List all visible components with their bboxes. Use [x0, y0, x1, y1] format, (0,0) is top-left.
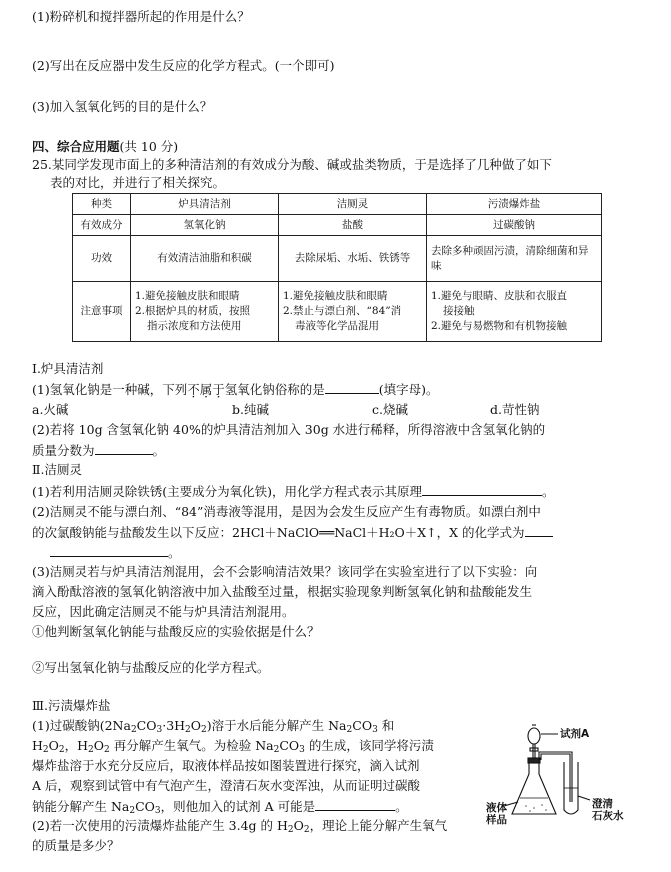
- part1-title: Ⅰ.炉具清洁剂: [32, 361, 104, 376]
- note-line: 毒液等化学品混用: [295, 320, 379, 332]
- part2-question3-sub2: ②写出氢氧化钠与盐酸反应的化学方程式。: [32, 660, 270, 675]
- note-line: 2.避免与易燃物和有机物接触: [431, 320, 568, 332]
- option-a: a.火碱: [32, 402, 69, 417]
- answer-blank[interactable]: [325, 380, 379, 394]
- answer-blank[interactable]: [315, 797, 395, 811]
- label-limewater-2: 石灰水: [592, 810, 624, 822]
- part1-question1: (1)氢氧化钠是一种碱，下列不属于氢氧化钠俗称的是 (填字母)。: [32, 382, 439, 397]
- part1-question2-line2: 质量分数为 。: [32, 443, 166, 458]
- table-cell: [279, 282, 427, 342]
- part3-question1-line3: 爆炸盐溶于水充分反应后，取液体样品按如图装置进行探究，滴入试剂: [32, 758, 420, 773]
- answer-blank[interactable]: [422, 482, 542, 496]
- note-line: 2.根据炉具的材质，按照: [135, 305, 251, 317]
- equals-sign: ══: [319, 525, 335, 540]
- table-header-cell: 洁厕灵: [279, 194, 427, 215]
- table-cell: 去除尿垢、水垢、铁锈等: [279, 236, 427, 282]
- table-cell: [427, 282, 602, 342]
- answer-blank[interactable]: [95, 441, 153, 455]
- part2-question3-line1: (3)洁厕灵若与炉具清洁剂混用，会不会影响清洁效果？该同学在实验室进行了以下实验：向: [32, 564, 538, 579]
- part2-question2-line2: 的次氯酸钠能与盐酸发生以下反应：2HCl＋NaClO══NaCl＋H₂O＋X↑，X 的化学式为: [32, 523, 553, 542]
- part1-question2-line1: (2)若将 10g 含氢氧化钠 40%的炉具清洁剂加入 30g 水进行稀释，所得溶液中含氢氧化钠的: [32, 422, 546, 437]
- table-row-notes: [73, 282, 602, 342]
- cleaner-comparison-table: [72, 193, 602, 342]
- table-row-label: 有效成分: [73, 215, 131, 236]
- note-line: 2.禁止与漂白剂、“84”消: [283, 305, 402, 317]
- part2-question3-sub1: ①他判断氢氧化钠能与盐酸反应的实验依据是什么？: [32, 624, 320, 639]
- part2-question1: (1)若利用洁厕灵除铁锈(主要成分为氧化铁)，用化学方程式表示其原理 。: [32, 484, 555, 499]
- table-cell: 盐酸: [279, 215, 427, 236]
- table-row-label: 注意事项: [73, 282, 131, 342]
- question-1-sub1: (1)粉碎机和搅拌器所起的作用是什么？: [32, 9, 250, 24]
- question-1-sub2: (2)写出在反应器中发生反应的化学方程式。(一个即可): [32, 58, 335, 73]
- table-cell: [131, 282, 279, 342]
- table-row-label: 功效: [73, 236, 131, 282]
- table-row-function: [73, 236, 602, 282]
- table-header-cell: 种类: [73, 194, 131, 215]
- part2-question2-line1: (2)洁厕灵不能与漂白剂、“84”消毒液等混用，是因为会发生反应产生有毒物质。如漂白剂中: [32, 504, 541, 519]
- part3-question1-line5: 钠能分解产生 $Na_2CO_3$，则他加入的试剂 A 可能是 。: [32, 799, 408, 816]
- answer-blank[interactable]: [525, 523, 553, 537]
- answer-blank[interactable]: [50, 543, 168, 557]
- part3-title: Ⅲ.污渍爆炸盐: [32, 698, 111, 713]
- part2-question3-line3: 反应，因此确定洁厕灵不能与炉具清洁剂混用。: [32, 604, 295, 619]
- option-d: d.苛性钠: [490, 402, 540, 417]
- label-liquid-sample-2: 样品: [486, 814, 507, 826]
- label-liquid-sample-1: 液体: [486, 802, 507, 814]
- label-reagent-a: 试剂A: [560, 728, 590, 740]
- section-heading: 四、综合应用题(共 10 分): [32, 139, 179, 154]
- part2-question2-line3: 。: [50, 543, 181, 562]
- section-score: (共 10 分): [119, 139, 179, 154]
- part3-question2-line1: (2)若一次使用的污渍爆炸盐能产生 3.4g 的 $H_2O_2$，理论上能分解产生氧气: [32, 818, 448, 835]
- table-cell: 去除多种顽固污渍，清除细菌和异味: [427, 236, 602, 282]
- q25-intro-line2: 表的对比，并进行了相关探究。: [50, 175, 226, 190]
- table-header-row: [73, 194, 602, 215]
- part3-question1-line1: (1)过碳酸钠$(2Na_2CO_3\cdot 3H_2O_2)$溶于水后能分解产生 $Na_2CO_3$ 和: [32, 718, 395, 735]
- apparatus-figure: [486, 722, 662, 824]
- part2-question3-line2: 滴入酚酞溶液的氢氧化钠溶液中加入盐酸至过量，根据实验现象判断氢氧化钠和盐酸能发生: [32, 584, 533, 599]
- note-line: 1.避免接触皮肤和眼睛: [135, 290, 240, 302]
- label-limewater-1: 澄清: [592, 798, 613, 810]
- table-header-cell: 炉具清洁剂: [131, 194, 279, 215]
- part3-question1-line4: A 后，观察到试管中有气泡产生，澄清石灰水变浑浊，从而证明过碳酸: [32, 778, 421, 793]
- option-c: c.烧碱: [372, 402, 408, 417]
- question-1-sub3: (3)加入氢氧化钙的目的是什么？: [32, 99, 213, 114]
- table-cell: 有效清洁油脂和积碳: [131, 236, 279, 282]
- q25-intro-line1: 25.某同学发现市面上的多种清洁剂的有效成分为酸、碱或盐类物质，于是选择了几种做了如下: [32, 157, 552, 172]
- note-line: 接接触: [443, 305, 475, 317]
- table-cell: 过碳酸钠: [427, 215, 602, 236]
- part2-title: Ⅱ.洁厕灵: [32, 462, 82, 477]
- table-row-ingredient: [73, 215, 602, 236]
- part3-question1-line2: $H_2O_2$，$H_2O_2$ 再分解产生氧气。为检验 $Na_2CO_3$ 的生成，该同学将污渍: [32, 738, 434, 755]
- part3-question2-line2: 的质量是多少？: [32, 838, 120, 853]
- note-line: 1.避免接触皮肤和眼睛: [283, 290, 388, 302]
- note-line: 指示浓度和方法使用: [147, 320, 242, 332]
- note-line: 1.避免与眼睛、皮肤和衣服直: [431, 290, 568, 302]
- table-cell: 氢氧化钠: [131, 215, 279, 236]
- table-header-cell: 污渍爆炸盐: [427, 194, 602, 215]
- option-b: b.纯碱: [232, 402, 269, 417]
